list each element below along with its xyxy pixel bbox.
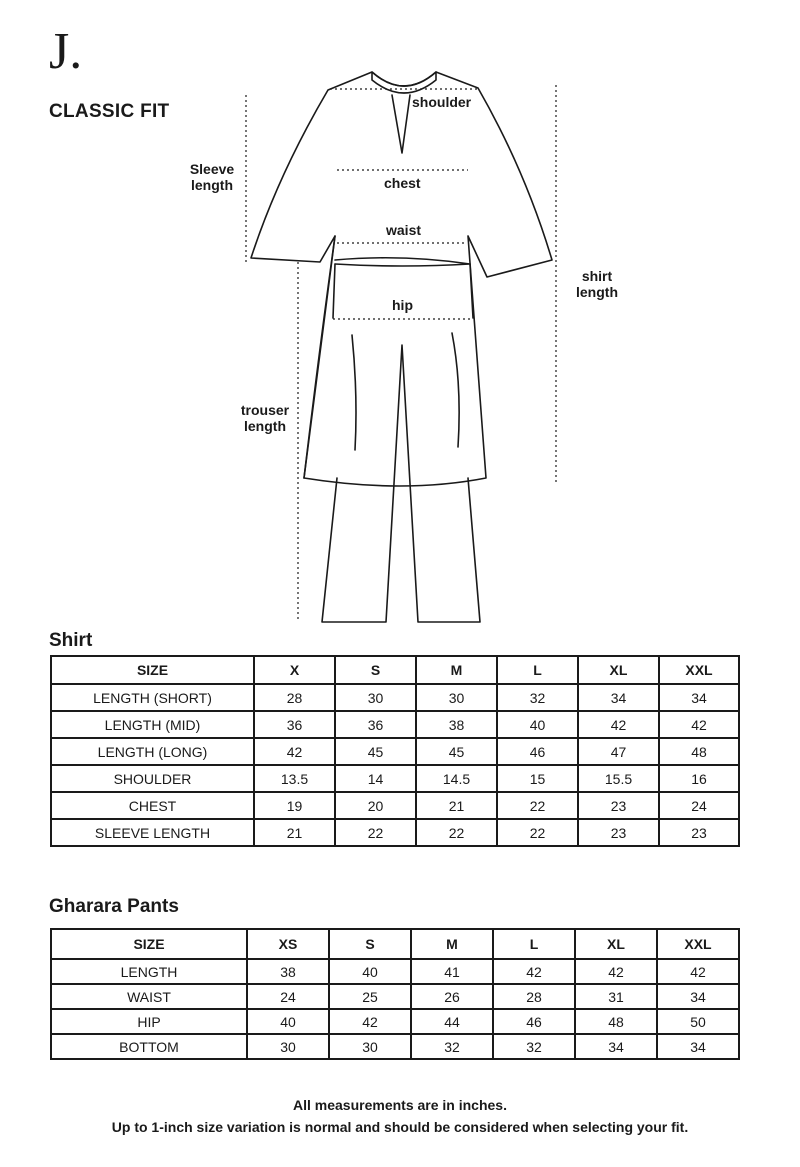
table-cell: 22	[335, 819, 416, 846]
pants-header-row	[51, 929, 739, 959]
table-cell: 45	[416, 738, 497, 765]
table-row	[51, 959, 739, 984]
size-header-l: L	[493, 929, 575, 959]
table-row	[51, 792, 739, 819]
shirt-size-table	[50, 655, 740, 847]
size-header-xxl: XXL	[659, 656, 739, 684]
table-cell: 16	[659, 765, 739, 792]
table-cell: 25	[329, 984, 411, 1009]
shirt-outline	[251, 72, 552, 486]
table-cell: 47	[578, 738, 659, 765]
table-cell: 42	[493, 959, 575, 984]
table-cell: 14.5	[416, 765, 497, 792]
table-cell: 46	[493, 1009, 575, 1034]
size-header-xs: XS	[247, 929, 329, 959]
table-cell: 34	[575, 1034, 657, 1059]
table-cell: 24	[247, 984, 329, 1009]
table-cell: 40	[329, 959, 411, 984]
table-row	[51, 984, 739, 1009]
table-cell: 32	[497, 684, 578, 711]
table-row	[51, 1009, 739, 1034]
size-header-xl: XL	[578, 656, 659, 684]
table-cell: 42	[659, 711, 739, 738]
table-cell: 38	[416, 711, 497, 738]
row-label: LENGTH (MID)	[51, 711, 254, 738]
table-cell: 32	[493, 1034, 575, 1059]
table-cell: 34	[657, 984, 739, 1009]
table-cell: 21	[416, 792, 497, 819]
table-cell: 30	[416, 684, 497, 711]
size-header-m: M	[411, 929, 493, 959]
size-header: SIZE	[51, 929, 247, 959]
table-cell: 45	[335, 738, 416, 765]
placket	[392, 95, 410, 153]
row-label: LENGTH	[51, 959, 247, 984]
table-cell: 36	[335, 711, 416, 738]
label-shirt-length: shirt length	[576, 268, 618, 300]
label-hip: hip	[392, 297, 413, 313]
row-label: CHEST	[51, 792, 254, 819]
size-header-l: L	[497, 656, 578, 684]
table-cell: 30	[335, 684, 416, 711]
row-label: HIP	[51, 1009, 247, 1034]
size-header-xl: XL	[575, 929, 657, 959]
table-cell: 20	[335, 792, 416, 819]
row-label: LENGTH (LONG)	[51, 738, 254, 765]
waist-band	[335, 258, 470, 266]
table-cell: 42	[578, 711, 659, 738]
row-label: LENGTH (SHORT)	[51, 684, 254, 711]
label-trouser-length: trouser length	[240, 402, 290, 434]
pants-size-table	[50, 928, 740, 1060]
table-cell: 34	[657, 1034, 739, 1059]
table-cell: 48	[575, 1009, 657, 1034]
table-cell: 40	[247, 1009, 329, 1034]
table-cell: 38	[247, 959, 329, 984]
table-cell: 23	[578, 819, 659, 846]
label-chest: chest	[384, 175, 421, 191]
shirt-section-title: Shirt	[49, 630, 93, 651]
note-variation: Up to 1-inch size variation is normal and should be considered when selecting your fit.	[111, 1119, 689, 1135]
table-cell: 50	[657, 1009, 739, 1034]
table-cell: 30	[329, 1034, 411, 1059]
shirt-header-row	[51, 656, 739, 684]
size-header-m: M	[416, 656, 497, 684]
row-label: SHOULDER	[51, 765, 254, 792]
table-cell: 22	[416, 819, 497, 846]
size-header-xxl: XXL	[657, 929, 739, 959]
table-cell: 42	[254, 738, 335, 765]
table-cell: 32	[411, 1034, 493, 1059]
table-row	[51, 711, 739, 738]
table-row	[51, 684, 739, 711]
table-cell: 23	[578, 792, 659, 819]
label-shoulder: shoulder	[412, 94, 472, 110]
table-cell: 28	[254, 684, 335, 711]
table-cell: 46	[497, 738, 578, 765]
brand-logo: J.	[49, 23, 83, 80]
table-cell: 34	[578, 684, 659, 711]
table-cell: 28	[493, 984, 575, 1009]
table-cell: 30	[247, 1034, 329, 1059]
size-header-s: S	[335, 656, 416, 684]
table-cell: 22	[497, 819, 578, 846]
table-cell: 15.5	[578, 765, 659, 792]
table-cell: 24	[659, 792, 739, 819]
size-header-s: S	[329, 929, 411, 959]
table-row	[51, 1034, 739, 1059]
table-cell: 42	[575, 959, 657, 984]
table-cell: 36	[254, 711, 335, 738]
table-cell: 23	[659, 819, 739, 846]
table-cell: 41	[411, 959, 493, 984]
pants-section-title: Gharara Pants	[49, 896, 179, 917]
row-label: BOTTOM	[51, 1034, 247, 1059]
table-cell: 21	[254, 819, 335, 846]
table-cell: 15	[497, 765, 578, 792]
table-cell: 22	[497, 792, 578, 819]
row-label: WAIST	[51, 984, 247, 1009]
table-row	[51, 819, 739, 846]
table-cell: 44	[411, 1009, 493, 1034]
table-row	[51, 738, 739, 765]
table-cell: 42	[329, 1009, 411, 1034]
note-units: All measurements are in inches.	[293, 1097, 507, 1113]
fit-title: CLASSIC FIT	[49, 101, 170, 122]
table-cell: 42	[657, 959, 739, 984]
table-cell: 14	[335, 765, 416, 792]
table-cell: 31	[575, 984, 657, 1009]
table-row	[51, 765, 739, 792]
row-label: SLEEVE LENGTH	[51, 819, 254, 846]
table-cell: 13.5	[254, 765, 335, 792]
size-header: SIZE	[51, 656, 254, 684]
table-cell: 48	[659, 738, 739, 765]
label-sleeve-length: Sleeve length	[189, 161, 235, 193]
table-cell: 34	[659, 684, 739, 711]
table-cell: 26	[411, 984, 493, 1009]
table-cell: 40	[497, 711, 578, 738]
label-waist: waist	[386, 222, 422, 238]
neckline	[372, 72, 436, 93]
table-cell: 19	[254, 792, 335, 819]
size-header-x: X	[254, 656, 335, 684]
